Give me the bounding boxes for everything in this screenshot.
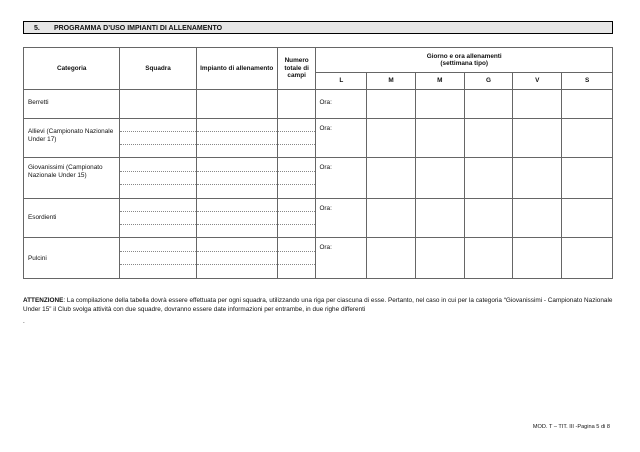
- day-cell[interactable]: [562, 158, 613, 199]
- category-cell: Pulcini: [24, 238, 120, 279]
- day-cell[interactable]: [367, 119, 416, 158]
- ora-cell: Ora:: [316, 238, 367, 279]
- day-cell[interactable]: [464, 158, 513, 199]
- category-cell: Esordienti: [24, 199, 120, 238]
- campi-cell[interactable]: [277, 238, 316, 279]
- day-cell[interactable]: [367, 238, 416, 279]
- header-row: [24, 48, 613, 73]
- day-cell[interactable]: [367, 158, 416, 199]
- ora-cell: Ora:: [316, 119, 367, 158]
- day-cell[interactable]: [464, 199, 513, 238]
- header-giorno-title: Giorno e ora allenamenti: [426, 52, 502, 60]
- table-row: [24, 90, 613, 119]
- table-row: [24, 199, 613, 238]
- impianto-cell[interactable]: [196, 238, 277, 279]
- ora-cell: Ora:: [316, 158, 367, 199]
- page-footer: MOD. T – TIT. III -Pagina 5 di 8: [532, 424, 610, 430]
- campi-cell[interactable]: [277, 199, 316, 238]
- campi-cell[interactable]: [277, 158, 316, 199]
- category-cell: Berretti: [24, 90, 120, 119]
- day-header: M: [415, 73, 464, 90]
- day-cell[interactable]: [464, 238, 513, 279]
- header-settimana: (settimana tipo): [440, 60, 488, 67]
- squadra-cell[interactable]: [120, 90, 196, 119]
- impianto-cell[interactable]: [196, 119, 277, 158]
- day-cell[interactable]: [367, 199, 416, 238]
- table-row: [24, 119, 613, 158]
- day-cell[interactable]: [513, 158, 562, 199]
- day-cell[interactable]: [513, 238, 562, 279]
- day-cell[interactable]: [464, 119, 513, 158]
- header-numero: Numero totale di campi: [277, 48, 316, 90]
- section-header: [23, 21, 613, 34]
- impianto-cell[interactable]: [196, 90, 277, 119]
- day-cell[interactable]: [464, 90, 513, 119]
- attention-text: : La compilazione della tabella dovrà essere effettuata per ogni squadra, utilizzando una riga per ciascuna di esse. Pertanto, nel caso in cui per la categoria “Giovanissimi - Campionato Nazionale Under 15” il Club svolga attività con due squadre, dovranno essere date informazioni per entrambe, in due righe differenti: [23, 297, 613, 313]
- day-cell[interactable]: [562, 119, 613, 158]
- day-header: G: [464, 73, 513, 90]
- day-cell[interactable]: [562, 238, 613, 279]
- ora-cell: Ora:: [316, 90, 367, 119]
- day-cell[interactable]: [415, 158, 464, 199]
- day-cell[interactable]: [513, 90, 562, 119]
- campi-cell[interactable]: [277, 90, 316, 119]
- section-title: PROGRAMMA D’USO IMPIANTI DI ALLENAMENTO: [53, 25, 223, 32]
- section-number: 5.: [34, 25, 40, 32]
- day-header: V: [513, 73, 562, 90]
- day-header: M: [367, 73, 416, 90]
- header-categoria: Categoria: [24, 48, 120, 90]
- attention-note: [23, 297, 623, 314]
- day-cell[interactable]: [367, 90, 416, 119]
- header-giorno: [316, 48, 613, 73]
- squadra-cell[interactable]: [120, 199, 196, 238]
- ora-cell: Ora:: [316, 199, 367, 238]
- header-squadra: Squadra: [120, 48, 196, 90]
- squadra-cell[interactable]: [120, 119, 196, 158]
- category-cell: Giovanissimi (Campionato Nazionale Under 15): [24, 158, 120, 199]
- day-cell[interactable]: [513, 119, 562, 158]
- training-schedule-table: [23, 47, 613, 279]
- day-header: S: [562, 73, 613, 90]
- table-row: [24, 238, 613, 279]
- trailing-dot: .: [23, 318, 25, 325]
- campi-cell[interactable]: [277, 119, 316, 158]
- squadra-cell[interactable]: [120, 158, 196, 199]
- day-cell[interactable]: [513, 199, 562, 238]
- day-cell[interactable]: [415, 238, 464, 279]
- day-cell[interactable]: [415, 119, 464, 158]
- table-row: [24, 158, 613, 199]
- day-cell[interactable]: [562, 199, 613, 238]
- header-impianto: Impianto di allenamento: [196, 48, 277, 90]
- day-cell[interactable]: [415, 199, 464, 238]
- category-cell: Allievi (Campionato Nazionale Under 17): [24, 119, 120, 158]
- squadra-cell[interactable]: [120, 238, 196, 279]
- attention-label: ATTENZIONE: [23, 297, 64, 304]
- day-header: L: [316, 73, 367, 90]
- day-cell[interactable]: [415, 90, 464, 119]
- impianto-cell[interactable]: [196, 199, 277, 238]
- day-cell[interactable]: [562, 90, 613, 119]
- impianto-cell[interactable]: [196, 158, 277, 199]
